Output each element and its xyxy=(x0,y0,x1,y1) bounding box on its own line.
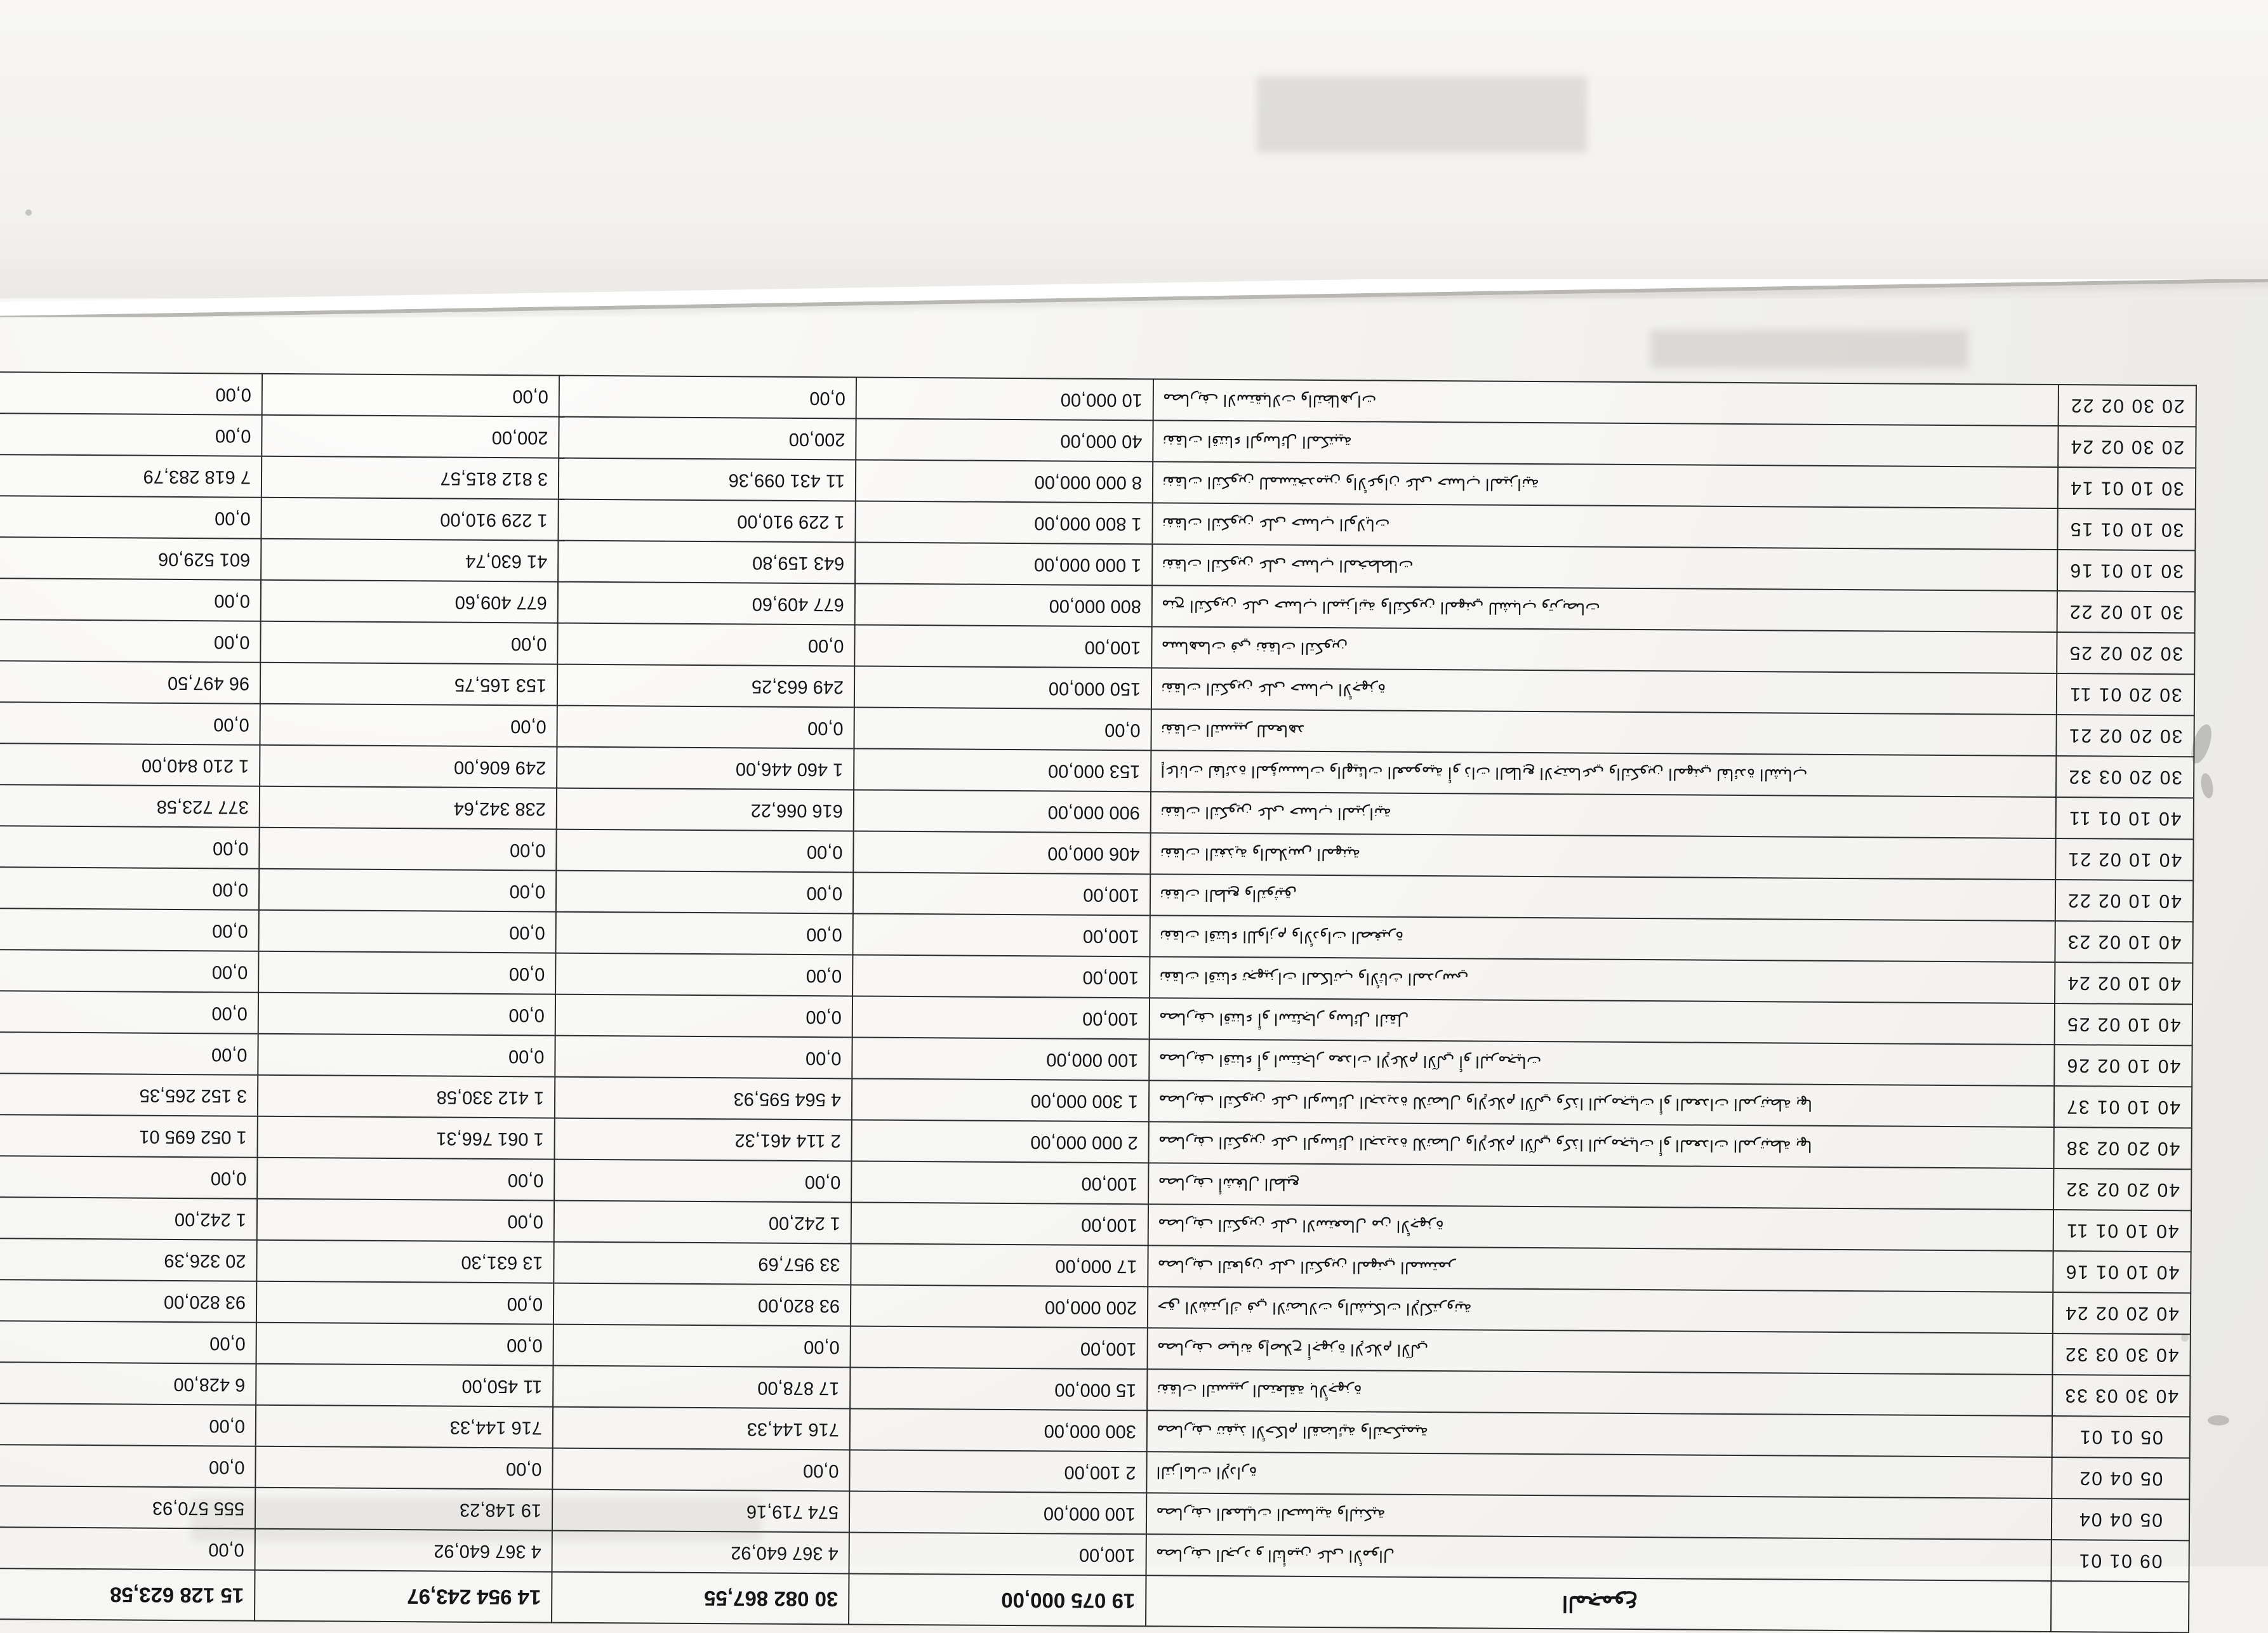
row-col4: 0,00 xyxy=(0,867,259,910)
row-col3: 13 631,30 xyxy=(256,1240,554,1283)
row-col4: 3 152 265,35 xyxy=(0,1073,258,1116)
row-col3: 0,00 xyxy=(260,621,557,664)
row-label: مصاريف تنفيذ الأحكام القضائية والتحكيمية xyxy=(1147,1410,2052,1457)
row-col1: 100,00 xyxy=(851,1161,1148,1204)
row-col2: 1 242,00 xyxy=(554,1201,851,1244)
row-col3: 4 367 640,92 xyxy=(255,1529,552,1572)
row-label: إعانات لفائدة المؤسسات والهيئات العمومية أو ذات الطابع الاجتماعي والتكوين المهني لفائدة الشباب xyxy=(1151,750,2056,797)
row-col2: 4 564 595,93 xyxy=(555,1077,852,1120)
row-label: نفقات التسيير للمعاهد xyxy=(1151,709,2056,756)
row-label: نفقات الطبع والتوثيق xyxy=(1150,874,2055,921)
row-col4: 6 428,00 xyxy=(0,1362,256,1405)
row-col1: 40 000,00 xyxy=(856,418,1153,461)
row-col4: 0,00 xyxy=(0,1445,256,1488)
scan-speck xyxy=(2208,1415,2229,1425)
row-col4: 1 052 695 01 xyxy=(0,1114,258,1158)
row-col2: 200,00 xyxy=(559,417,856,460)
row-code: 30 20 03 32 xyxy=(2056,756,2194,798)
scan-smudge xyxy=(1257,76,1587,152)
row-col3: 0,00 xyxy=(260,704,557,747)
row-col1: 0,00 xyxy=(854,707,1151,750)
row-col2: 0,00 xyxy=(553,1325,850,1368)
row-col4: 20 326,39 xyxy=(0,1238,257,1281)
row-col4: 0,00 xyxy=(0,702,260,745)
row-code: 20 30 02 22 xyxy=(2059,385,2196,426)
row-code: 30 10 02 22 xyxy=(2057,591,2195,633)
row-label: مصاريف الاستقبالات والتظاهرات xyxy=(1153,379,2059,426)
row-col4: 0,00 xyxy=(0,908,259,951)
row-label: نفقات التكوين على حساب الميزانية xyxy=(1151,791,2056,838)
row-col2: 0,00 xyxy=(557,706,854,749)
header-col4: 15 128 623,58 xyxy=(0,1568,255,1621)
row-col1: 8 000 000,00 xyxy=(856,459,1153,503)
row-col1: 200 000,00 xyxy=(851,1285,1148,1328)
row-label: نفقات التكوين على حساب المخططات xyxy=(1152,544,2057,591)
row-col3: 0,00 xyxy=(256,1281,554,1325)
row-col1: 100 000,00 xyxy=(849,1491,1146,1534)
row-col2: 643 159,80 xyxy=(558,541,855,584)
row-code: 40 10 01 16 xyxy=(2053,1251,2191,1293)
row-col2: 2 114 461,32 xyxy=(554,1118,851,1161)
row-code: 05 04 02 xyxy=(2052,1457,2189,1499)
paper-edge xyxy=(0,279,2268,317)
row-col4: 0,00 xyxy=(0,1032,258,1075)
row-col4: 7 618 283,79 xyxy=(0,454,262,498)
row-col4: 1 210 840,00 xyxy=(0,743,260,786)
row-label: نفقات التكوين على حساب الولايات xyxy=(1152,503,2057,550)
row-col1: 300 000,00 xyxy=(850,1408,1147,1451)
row-label: مصاريف أشغال الطبع xyxy=(1148,1163,2053,1210)
row-col1: 15 000,00 xyxy=(850,1367,1147,1410)
row-code: 40 30 03 32 xyxy=(2052,1333,2190,1375)
row-col1: 100,00 xyxy=(852,955,1150,998)
row-col4: 555 570,93 xyxy=(0,1486,255,1529)
row-col1: 2 100,00 xyxy=(849,1450,1146,1493)
budget-table-container xyxy=(34,372,2197,1633)
row-label: نفقات اقتناء الوسائل المكتبية xyxy=(1153,420,2058,467)
row-code: 40 10 02 23 xyxy=(2055,921,2192,963)
row-label: نفقات التكوين على حساب الأجهزة xyxy=(1151,668,2057,715)
row-code: 40 20 02 32 xyxy=(2053,1168,2191,1210)
row-col4: 0,00 xyxy=(0,826,260,869)
row-label: مصاريف التكوين على الوسائل الجديدة للاتصال والإعلام الآلي وكذا البرمجيات أو المعدات المرتبطة بها xyxy=(1148,1121,2053,1168)
row-code: 30 20 02 21 xyxy=(2056,715,2194,757)
row-col4: 0,00 xyxy=(0,991,258,1034)
row-col2: 0,00 xyxy=(557,623,854,666)
row-col2: 4 367 640,92 xyxy=(552,1531,849,1574)
row-code: 40 10 02 26 xyxy=(2054,1045,2192,1087)
row-label: نفقات التسيير المتعلقة بالأجهزة xyxy=(1147,1369,2052,1416)
row-col3: 0,00 xyxy=(258,1034,555,1077)
row-code: 40 10 02 25 xyxy=(2055,1003,2192,1045)
row-col4: 93 820,00 xyxy=(0,1279,256,1323)
row-label: منح التكوين على حساب الميزانية والتكوين المهني للشباب وتربصات xyxy=(1152,585,2057,632)
row-col1: 100,00 xyxy=(852,913,1150,956)
header-col1: 19 075 000,00 xyxy=(849,1573,1146,1626)
row-col1: 1 800 000,00 xyxy=(855,501,1152,544)
scan-smudge xyxy=(1650,330,1968,368)
row-col1: 100,00 xyxy=(851,1202,1148,1245)
header-col2: 30 082 867,55 xyxy=(552,1572,849,1625)
row-col1: 100,00 xyxy=(849,1532,1146,1575)
row-code: 40 10 01 37 xyxy=(2054,1086,2192,1128)
row-code: 40 10 02 21 xyxy=(2055,838,2193,880)
table-body xyxy=(0,372,2196,1582)
row-col4: 0,00 xyxy=(0,1321,256,1364)
row-col1: 150 000,00 xyxy=(854,666,1151,709)
scan-speck xyxy=(25,209,32,216)
row-label: مصاريف الجرد و التأمين على الأموال xyxy=(1146,1534,2051,1581)
row-label: نفقات اقتناء اللوازم والأدوات الصغيرة xyxy=(1150,915,2055,962)
row-col4: 0,00 xyxy=(0,578,261,621)
row-label: حق الاشتراك في الاتصالات والشبكات الإلكترونية xyxy=(1148,1286,2053,1333)
row-col1: 153 000,00 xyxy=(854,748,1151,791)
row-col4: 96 497,50 xyxy=(0,661,260,704)
row-col2: 677 409,60 xyxy=(558,582,855,625)
row-col4: 1 242,00 xyxy=(0,1197,257,1240)
row-col1: 100,00 xyxy=(854,625,1151,668)
row-col3: 249 606,00 xyxy=(260,745,557,788)
row-label: نفقات اقتناء تجهيزات المكاتب والأثاث المدرسي xyxy=(1150,956,2055,1003)
row-col3: 1 229 910,00 xyxy=(261,498,558,541)
row-col2: 716 144,33 xyxy=(553,1407,850,1450)
row-col3: 0,00 xyxy=(258,993,555,1036)
row-col4: 0,00 xyxy=(0,413,262,456)
row-col3: 0,00 xyxy=(255,1446,552,1490)
row-label: مصاريف التعاون على التكوين المهني المستمر xyxy=(1148,1245,2053,1292)
row-col3: 238 342,64 xyxy=(260,786,557,830)
row-col3: 41 630,74 xyxy=(261,539,558,582)
row-col2: 0,00 xyxy=(556,871,853,914)
row-col1: 1 300 000,00 xyxy=(852,1078,1149,1121)
row-code: 30 20 02 25 xyxy=(2057,632,2194,674)
row-col3: 0,00 xyxy=(262,374,559,417)
row-code: 40 20 02 24 xyxy=(2053,1292,2191,1334)
row-code: 40 10 02 22 xyxy=(2055,880,2193,922)
row-col4: 0,00 xyxy=(0,496,262,539)
budget-table xyxy=(0,371,2197,1633)
row-label: التزامات الإدارة xyxy=(1146,1451,2052,1498)
row-col1: 2 000 000,00 xyxy=(851,1120,1148,1163)
row-col3: 1 061 766,31 xyxy=(257,1116,554,1160)
row-col1: 406 000,00 xyxy=(853,831,1150,874)
row-col4: 0,00 xyxy=(0,619,261,663)
row-col2: 0,00 xyxy=(559,376,856,419)
row-col3: 0,00 xyxy=(257,1158,554,1201)
row-code: 30 10 01 16 xyxy=(2057,550,2195,592)
row-col1: 17 000,00 xyxy=(851,1243,1148,1286)
row-col3: 3 812 815,57 xyxy=(262,456,559,499)
row-col4: 0,00 xyxy=(0,1403,256,1446)
row-label: مصاريف التكوين على الوسائل الجديدة للاتصال والإعلام الآلي وكذا البرمجيات أو المعدات المرتبطة بها xyxy=(1149,1080,2054,1127)
row-col1: 10 000,00 xyxy=(856,377,1153,420)
row-label: مساهمات في نفقات التكوين xyxy=(1151,626,2057,673)
row-col3: 0,00 xyxy=(259,869,556,912)
row-col2: 0,00 xyxy=(555,1036,852,1079)
row-code: 30 10 01 15 xyxy=(2057,508,2195,550)
row-col4: 0,00 xyxy=(0,372,262,415)
row-col4: 0,00 xyxy=(0,1156,257,1199)
row-col2: 616 066,22 xyxy=(557,788,854,831)
row-col1: 100,00 xyxy=(852,996,1150,1039)
row-col2: 0,00 xyxy=(555,953,852,996)
row-col1: 100,00 xyxy=(850,1326,1147,1369)
row-col3: 1 412 330,58 xyxy=(258,1075,555,1118)
row-col3: 19 148,23 xyxy=(255,1488,552,1531)
row-code: 05 04 04 xyxy=(2052,1498,2189,1540)
row-col1: 900 000,00 xyxy=(854,790,1151,833)
row-col3: 0,00 xyxy=(256,1323,553,1366)
row-col1: 1 000 000,00 xyxy=(855,542,1152,585)
row-col3: 0,00 xyxy=(258,951,555,995)
row-col2: 11 431 099,36 xyxy=(559,458,856,501)
header-col3: 14 954 243,97 xyxy=(255,1570,552,1623)
row-col2: 93 820,00 xyxy=(554,1283,851,1326)
row-col2: 0,00 xyxy=(555,912,852,955)
row-code: 09 01 01 xyxy=(2051,1540,2189,1582)
row-col3: 153 165,75 xyxy=(260,663,557,706)
row-code: 40 10 01 11 xyxy=(2053,1210,2191,1252)
row-col1: 100,00 xyxy=(853,872,1150,915)
row-label: مصاريف العمليات الحسابية والبنكية xyxy=(1146,1493,2052,1540)
row-col3: 0,00 xyxy=(258,910,555,953)
row-col3: 11 450,00 xyxy=(256,1364,553,1407)
row-label: نفقات التكوين للمستخدمين والأعوان على حساب الميزانية xyxy=(1153,461,2058,508)
row-col3: 716 144,33 xyxy=(256,1405,553,1448)
row-col2: 0,00 xyxy=(555,995,852,1038)
row-col2: 0,00 xyxy=(554,1160,851,1203)
row-col2: 574 719,16 xyxy=(552,1490,849,1533)
row-col2: 0,00 xyxy=(556,830,853,873)
row-col4: 0,00 xyxy=(0,1527,255,1570)
row-code: 05 01 01 xyxy=(2052,1416,2190,1458)
header-label: المجموع xyxy=(1146,1575,2051,1632)
row-col3: 677 409,60 xyxy=(261,580,558,623)
scan-top-margin xyxy=(0,0,2268,298)
row-code: 30 20 01 11 xyxy=(2057,673,2194,715)
row-col2: 0,00 xyxy=(552,1448,849,1491)
row-col4: 377 723,58 xyxy=(0,784,260,828)
row-label: مصاريف اقتناء أو استئجار معدات الإعلام الآلي أو البرمجيات xyxy=(1149,1039,2054,1086)
row-code: 40 10 01 11 xyxy=(2056,797,2194,839)
row-label: نفقات التغذية والملابس المهنية xyxy=(1150,833,2055,880)
row-col3: 0,00 xyxy=(259,828,556,871)
row-col2: 33 957,69 xyxy=(554,1242,851,1285)
row-col2: 1 229 910,00 xyxy=(558,499,855,543)
row-col3: 200,00 xyxy=(262,415,559,458)
row-code: 20 30 02 24 xyxy=(2058,426,2196,468)
row-label: مصاريف اقتناء أو استئجار وسائل النقل xyxy=(1150,998,2055,1045)
row-col4: 601 529,06 xyxy=(0,537,261,580)
row-code: 40 30 03 33 xyxy=(2052,1375,2190,1417)
row-label: مصاريف صيانة وإصلاح أجهزة الإعلام الآلي xyxy=(1147,1328,2052,1375)
row-col2: 17 878,00 xyxy=(553,1366,850,1409)
row-col2: 249 663,25 xyxy=(557,664,854,708)
scan-speck xyxy=(2199,772,2215,800)
row-col2: 1 460 446,00 xyxy=(557,747,854,790)
row-code: 30 10 01 14 xyxy=(2058,467,2196,509)
row-code: 40 10 02 24 xyxy=(2055,962,2192,1004)
row-label: مصاريف التكوين على الاستعمال من الأجهزة xyxy=(1148,1204,2053,1251)
row-code: 40 20 02 38 xyxy=(2053,1127,2191,1169)
row-col1: 100 000,00 xyxy=(852,1037,1149,1080)
row-col1: 800 000,00 xyxy=(855,583,1152,626)
row-col4: 0,00 xyxy=(0,949,258,993)
header-code xyxy=(2051,1581,2189,1632)
row-col3: 0,00 xyxy=(257,1199,554,1242)
